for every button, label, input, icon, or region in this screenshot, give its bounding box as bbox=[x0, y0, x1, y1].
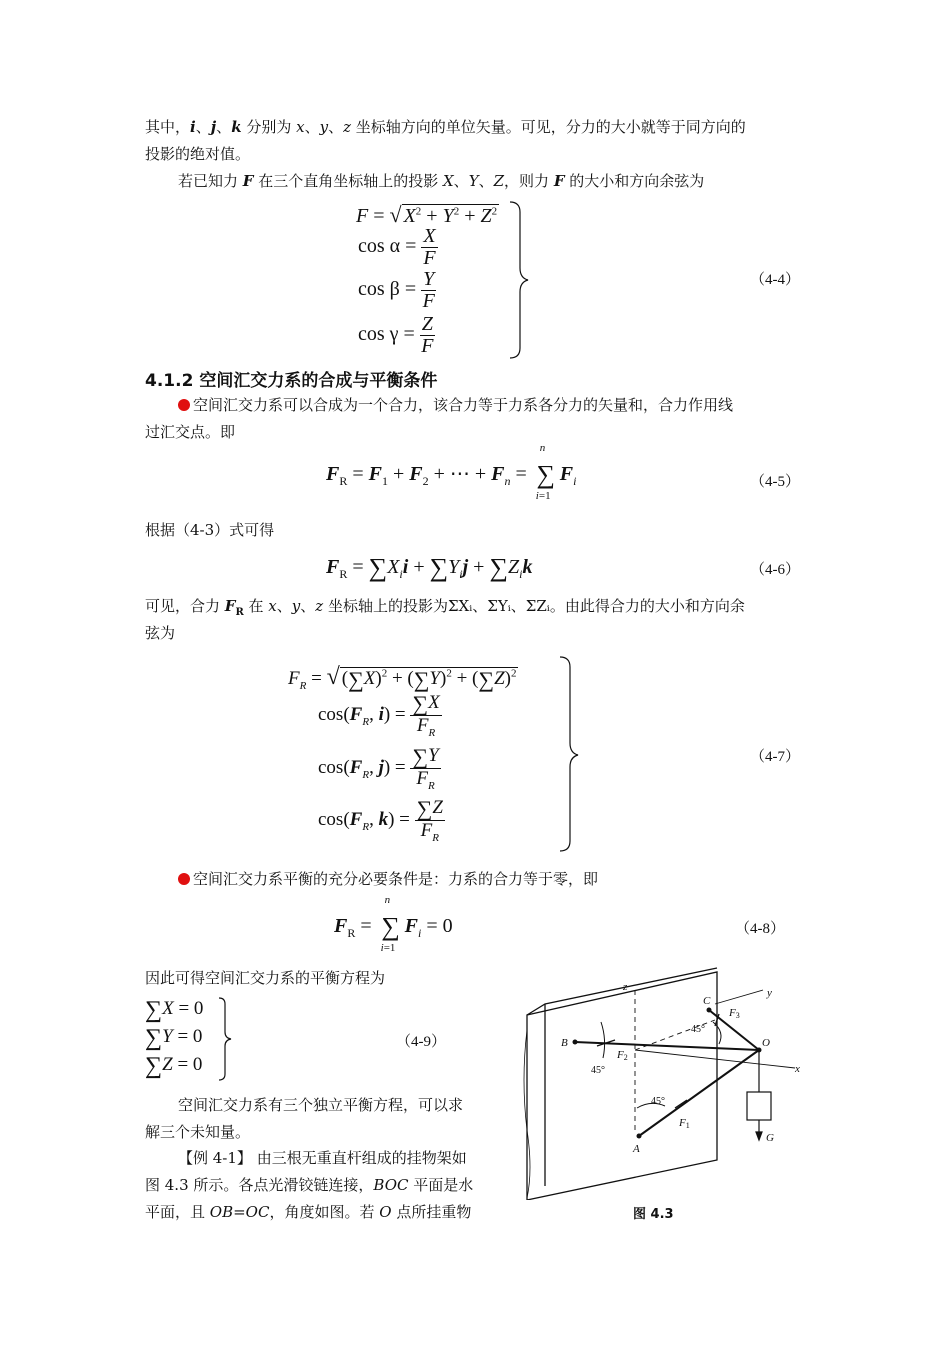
eq-number: （4-9） bbox=[396, 1034, 446, 1050]
eq49-line3: ∑Z = 0 bbox=[145, 1053, 203, 1079]
label-y: y bbox=[767, 987, 772, 999]
force-F: F bbox=[553, 172, 565, 190]
plane-BOC: BOC bbox=[373, 1176, 409, 1194]
label-B: B bbox=[561, 1037, 568, 1049]
para5-line1 bbox=[145, 595, 745, 621]
example-label: 【例 4-1】 bbox=[178, 1149, 252, 1167]
condition: OB=OC bbox=[209, 1203, 270, 1221]
equation-4-5: $F_R = F_1 + F_2$ + ⋯ + $F_n$ = n ∑ i=1 $F_i$ bbox=[326, 442, 577, 502]
para7: 因此可得空间汇交力系的平衡方程为 bbox=[145, 969, 386, 987]
text: 平面，且 bbox=[145, 1203, 210, 1221]
eq44-cos-gamma: cos γ = $\frac{Z}{F}$ bbox=[358, 313, 434, 357]
text: 空间汇交力系可以合成为一个合力，该合力等于力系各分力的矢量和，合力作用线 bbox=[193, 396, 734, 414]
bullet-dot bbox=[178, 399, 190, 411]
force-F: F bbox=[242, 172, 254, 190]
para1-line2: 投影的绝对值。 bbox=[145, 145, 251, 163]
wall bbox=[524, 968, 717, 1200]
axis-y: y bbox=[319, 118, 329, 136]
para6 bbox=[178, 868, 598, 891]
eq47-cos-i: $\cos(F_R$, i) = $\frac{\sum X}{F_R}$ bbox=[318, 691, 440, 739]
proj-Y: Y bbox=[468, 172, 479, 190]
para8-line2: 解三个未知量。 bbox=[145, 1123, 251, 1141]
para3-line1 bbox=[178, 394, 733, 417]
text: ，则力 bbox=[504, 172, 554, 190]
text: 空间汇交力系平衡的充分必要条件是：力系的合力等于零，即 bbox=[193, 870, 599, 888]
eq-number: （4-4） bbox=[750, 272, 800, 288]
eq49-line2: ∑Y = 0 bbox=[145, 1025, 203, 1051]
text: 、 bbox=[328, 118, 344, 136]
eq-number: （4-6） bbox=[750, 562, 800, 578]
axis-x: x bbox=[296, 118, 305, 136]
point-O: O bbox=[379, 1203, 392, 1221]
eq49-line1: ∑X = 0 bbox=[145, 997, 204, 1023]
example-line3 bbox=[145, 1201, 471, 1224]
proj-Z: Z bbox=[493, 172, 505, 190]
para1-line1 bbox=[145, 116, 746, 139]
equation-4-6: $F_R = \sum X_ii + \sum Y_ij + \sum Z_ik$ bbox=[326, 553, 533, 582]
weight-G bbox=[747, 1050, 771, 1140]
angle-label: 45° bbox=[691, 1024, 705, 1035]
example-line1 bbox=[178, 1147, 467, 1170]
text: 、 bbox=[304, 118, 320, 136]
eq-number: （4-5） bbox=[750, 474, 800, 490]
proj-X: X bbox=[442, 172, 454, 190]
eq44-cos-alpha: cos α = $\frac{X}{F}$ bbox=[358, 225, 436, 269]
label-F3: F3 bbox=[729, 1007, 740, 1020]
label-O: O bbox=[762, 1037, 770, 1049]
angle-label: 45° bbox=[651, 1096, 665, 1107]
text: 可见，合力 bbox=[145, 597, 225, 615]
unit-vector-j: j bbox=[210, 118, 217, 136]
axis-x: x bbox=[268, 597, 277, 615]
text: 、 bbox=[276, 597, 292, 615]
text: ，角度如图。若 bbox=[269, 1203, 380, 1221]
right-brace bbox=[558, 655, 588, 853]
text: 平面是水 bbox=[408, 1176, 474, 1194]
angle-label: 45° bbox=[591, 1065, 605, 1076]
text: 坐标轴方向的单位矢量。可见，分力的大小就等于同方向的 bbox=[351, 118, 746, 136]
right-brace bbox=[508, 200, 538, 360]
para3-line2: 过汇交点。即 bbox=[145, 423, 236, 441]
text: 、 bbox=[300, 597, 316, 615]
section-heading: 4.1.2 空间汇交力系的合成与平衡条件 bbox=[145, 371, 438, 391]
label-F1: F1 bbox=[679, 1117, 690, 1130]
axis-z: z bbox=[315, 597, 324, 615]
text: 在三个直角坐标轴上的投影 bbox=[253, 172, 443, 190]
resultant-force: F bbox=[224, 597, 236, 615]
text: 、 bbox=[195, 118, 211, 136]
para5-line2: 弦为 bbox=[145, 624, 176, 642]
para8-line1: 空间汇交力系有三个独立平衡方程，可以求 bbox=[178, 1096, 464, 1114]
text: 其中， bbox=[145, 118, 191, 136]
label-z: z bbox=[623, 981, 628, 993]
bullet-dot bbox=[178, 873, 190, 885]
text: 、 bbox=[478, 172, 494, 190]
unit-vector-i: i bbox=[190, 118, 196, 136]
label-G: G bbox=[766, 1132, 774, 1144]
label-x: x bbox=[795, 1063, 800, 1075]
equation-4-8: $F_R$ = n ∑ i=1 $F_i = 0$ bbox=[334, 894, 453, 954]
para4: 根据（4-3）式可得 bbox=[145, 521, 275, 539]
eq47-cos-k: $\cos(F_R$, k) = $\frac{\sum Z}{F_R}$ bbox=[318, 796, 443, 844]
eq44-line1: F = √ $X^2 + Y^2 + Z^2$ bbox=[356, 202, 498, 227]
figure-4-3 bbox=[515, 960, 815, 1200]
eq-number: （4-7） bbox=[750, 749, 800, 765]
right-brace bbox=[217, 996, 237, 1082]
eq-number: （4-8） bbox=[735, 921, 785, 937]
text: 若已知力 bbox=[178, 172, 243, 190]
figure-caption: 图 4.3 bbox=[633, 1207, 674, 1222]
label-F2: F2 bbox=[617, 1049, 628, 1062]
text: 图 4.3 所示。各点光滑铰链连接， bbox=[145, 1176, 374, 1194]
eq47-cos-j: $\cos(F_R$, j) = $\frac{\sum Y}{F_R}$ bbox=[318, 744, 439, 792]
example-line2 bbox=[145, 1174, 473, 1197]
unit-vector-k: k bbox=[231, 118, 242, 136]
para2 bbox=[178, 170, 704, 193]
text: 的大小和方向余弦为 bbox=[564, 172, 705, 190]
label-C: C bbox=[703, 995, 711, 1007]
text: 在 bbox=[243, 597, 269, 615]
text: 由三根无重直杆组成的挂物架如 bbox=[251, 1149, 467, 1167]
eq47-line1: $F_R$ = √ $(\sum X)^2 + (\sum Y)^2 + (\sum Z)^2$ bbox=[288, 664, 517, 692]
eq44-cos-beta: cos β = $\frac{Y}{F}$ bbox=[358, 268, 435, 312]
subscript: R bbox=[235, 607, 244, 618]
text: 、 bbox=[216, 118, 232, 136]
text: 点所挂重物 bbox=[391, 1203, 472, 1221]
text: 坐标轴上的投影为ΣXᵢ、ΣYᵢ、ΣZᵢ。由此得合力的大小和方向余 bbox=[323, 597, 745, 615]
axis-z: z bbox=[343, 118, 352, 136]
axis-y: y bbox=[291, 597, 301, 615]
label-A: A bbox=[633, 1143, 640, 1155]
text: 分别为 bbox=[241, 118, 297, 136]
text: 、 bbox=[453, 172, 469, 190]
